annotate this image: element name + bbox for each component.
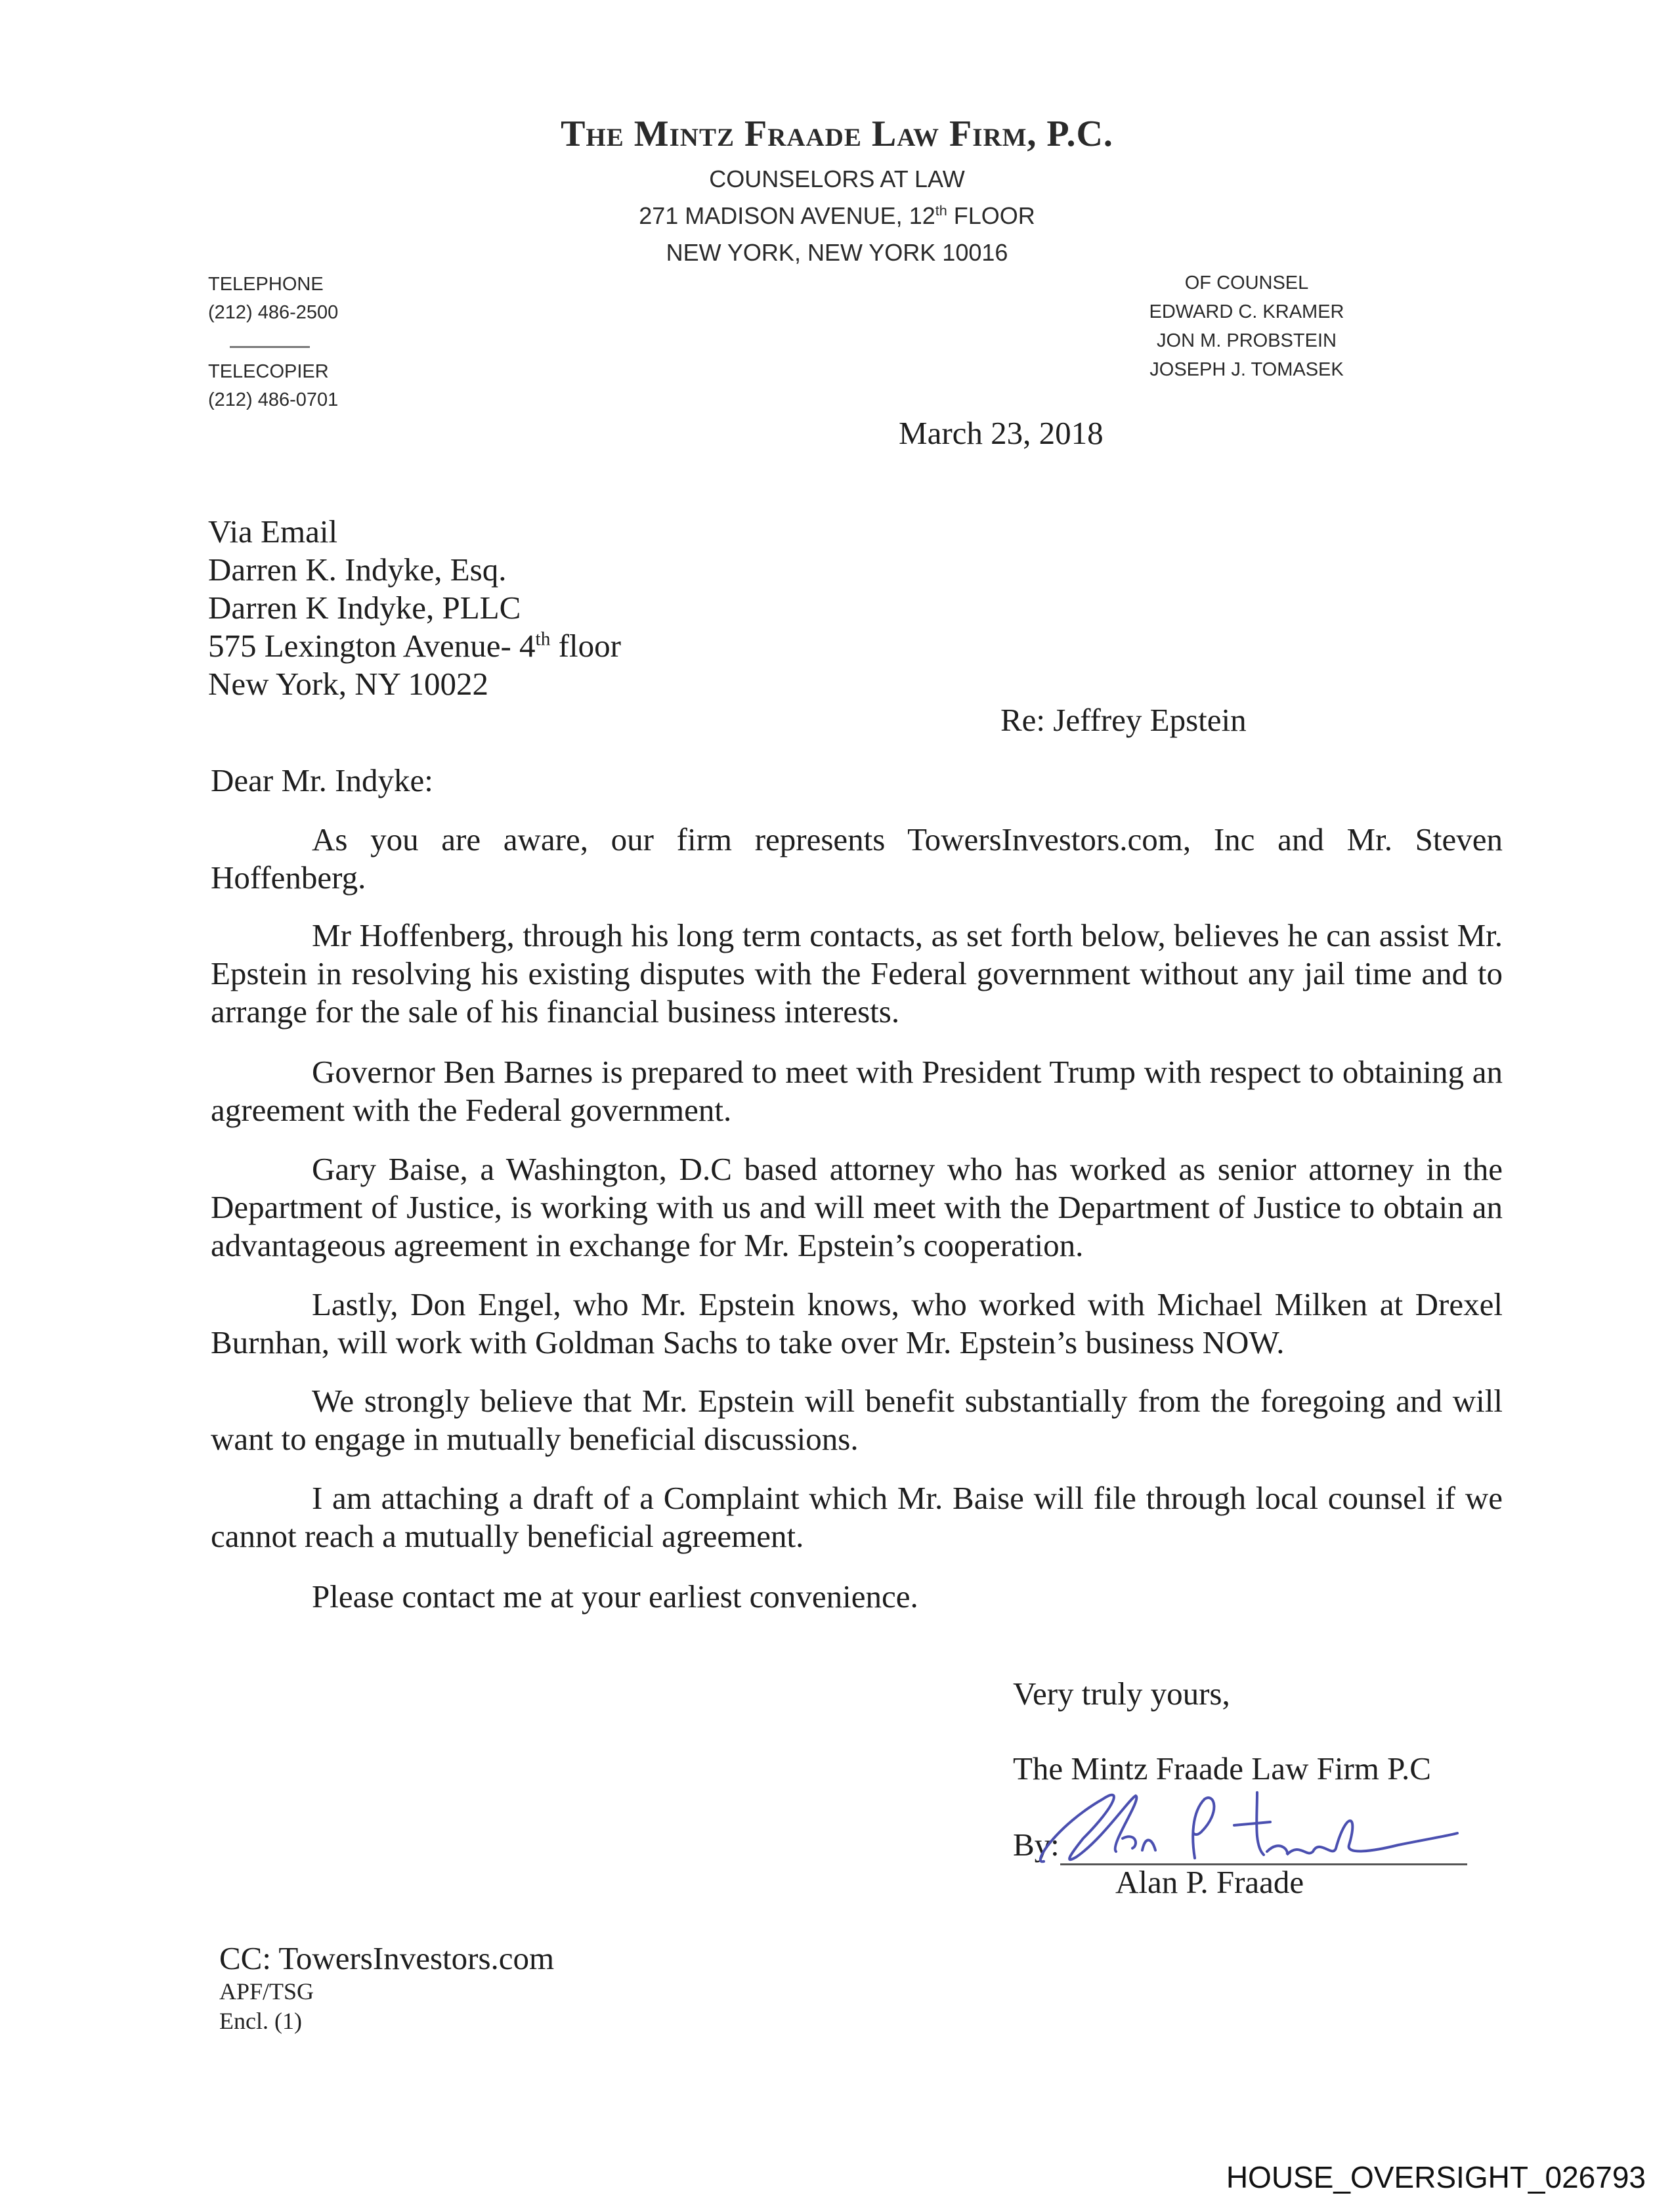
body-paragraph: Governor Ben Barnes is prepared to meet with President Trump with respect to obtaining an agreement with the Federal government.: [211, 1054, 1503, 1128]
address-text: FLOOR: [947, 202, 1035, 229]
of-counsel-name: JOSEPH J. TOMASEK: [1149, 359, 1344, 380]
recipient-block: [208, 513, 621, 703]
bates-number: HOUSE_OVERSIGHT_026793: [1226, 2160, 1646, 2194]
valediction: Very truly yours,: [1013, 1676, 1230, 1712]
street-sup: th: [535, 628, 551, 650]
address-text: 271 MADISON AVENUE, 12: [639, 202, 935, 229]
salutation: Dear Mr. Indyke:: [211, 762, 433, 798]
handwritten-signature: [1004, 1773, 1530, 1878]
signer-name: Alan P. Fraade: [1115, 1864, 1304, 1900]
body-paragraph: Mr Hoffenberg, through his long term contacts, as set forth below, believes he can assist Mr. Epstein in resolving his existing disputes with the Federal government without any jail time and to arrange for the sale of his financial business interests.: [211, 917, 1503, 1030]
letter-date: March 23, 2018: [899, 415, 1104, 451]
tagline: COUNSELORS AT LAW: [709, 165, 965, 192]
divider: [230, 346, 310, 348]
recipient-city: New York, NY 10022: [208, 666, 488, 702]
telephone-label: TELEPHONE: [208, 274, 324, 295]
recipient-firm: Darren K Indyke, PLLC: [208, 590, 521, 626]
by-label: By:: [1013, 1827, 1060, 1863]
body-paragraph: Lastly, Don Engel, who Mr. Epstein knows, who worked with Michael Milken at Drexel Burnhan, will work with Goldman Sachs to take over Mr. Epstein’s business NOW.: [211, 1286, 1503, 1360]
recipient-street: [208, 627, 621, 665]
firm-name: The Mintz Fraade Law Firm, P.C.: [561, 114, 1113, 154]
enclosure: Encl. (1): [219, 2008, 302, 2034]
firm-address-line1: [0, 202, 1674, 230]
telecopier-label: TELECOPIER: [208, 361, 329, 382]
of-counsel-label: OF COUNSEL: [1184, 272, 1309, 293]
of-counsel: [1115, 269, 1378, 384]
body-paragraph: I am attaching a draft of a Complaint which Mr. Baise will file through local counsel if we cannot reach a mutually beneficial agreement.: [211, 1480, 1503, 1554]
of-counsel-name: EDWARD C. KRAMER: [1149, 301, 1344, 322]
firm-address-line2: NEW YORK, NEW YORK 10016: [666, 239, 1008, 266]
street-text: 575 Lexington Avenue- 4: [208, 628, 536, 664]
body-paragraph: We strongly believe that Mr. Epstein will benefit substantially from the foregoing and will want to engage in mutually beneficial discussions.: [211, 1383, 1503, 1457]
street-text: floor: [550, 628, 621, 664]
body-paragraph: Please contact me at your earliest convenience.: [312, 1578, 918, 1615]
delivery-method: Via Email: [208, 513, 338, 550]
closing-firm: The Mintz Fraade Law Firm P.C: [1013, 1750, 1431, 1787]
cc-line: CC: TowersInvestors.com: [219, 1940, 555, 1976]
of-counsel-name: JON M. PROBSTEIN: [1157, 330, 1337, 351]
body-paragraph: Gary Baise, a Washington, D.C based attorney who has worked as senior attorney in the Department of Justice, is working with us and will meet with the Department of Justice to obtain an advantageous agreement in exchange for Mr. Epstein’s cooperation.: [211, 1151, 1503, 1263]
address-sup: th: [935, 202, 947, 219]
re-line: Re: Jeffrey Epstein: [1000, 702, 1247, 738]
telephone-number: (212) 486-2500: [208, 302, 339, 323]
initials: APF/TSG: [219, 1978, 314, 2005]
telecopier-number: (212) 486-0701: [208, 389, 339, 410]
recipient-name: Darren K. Indyke, Esq.: [208, 552, 507, 588]
body-paragraph: As you are aware, our firm represents TowersInvestors.com, Inc and Mr. Steven Hoffenberg.: [211, 821, 1503, 896]
